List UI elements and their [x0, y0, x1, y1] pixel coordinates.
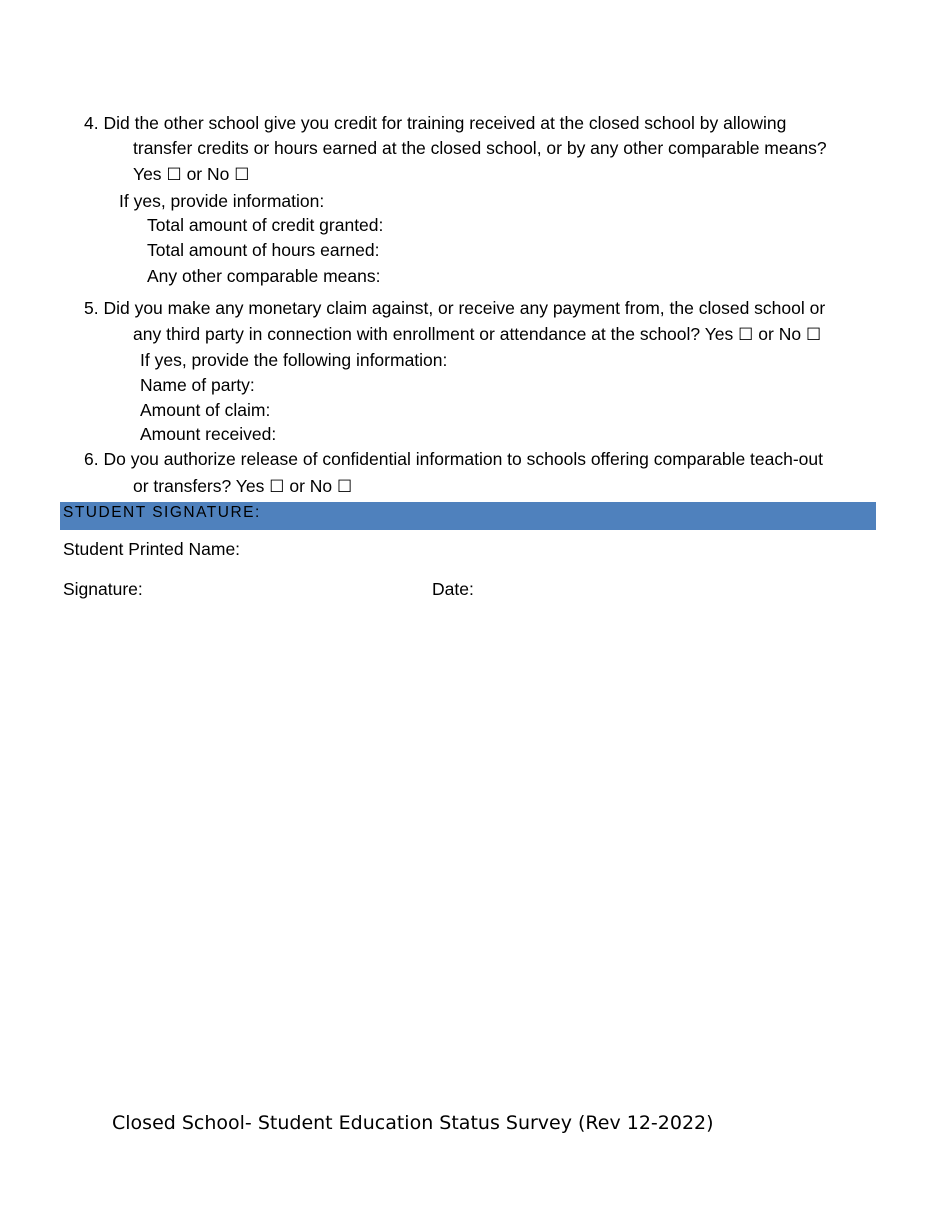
- q5-or-label: or: [758, 324, 774, 344]
- q5-no-label: No: [778, 324, 802, 344]
- q6-text-line2-row: [133, 475, 352, 498]
- q5-text-line1: 5. Did you make any monetary claim against, or receive any payment from, the closed school or: [84, 298, 826, 318]
- q6-no-label: No: [309, 476, 333, 496]
- q4-yes-label: Yes: [133, 164, 162, 184]
- q4-comparable-means-field[interactable]: Any other comparable means:: [147, 266, 381, 286]
- q5-text-line2-row: [133, 323, 821, 346]
- q4-yes-checkbox[interactable]: ☐: [166, 165, 182, 185]
- q5-yes-label: Yes: [704, 324, 734, 344]
- q4-no-label: No: [207, 164, 230, 184]
- q4-hours-earned-field[interactable]: Total amount of hours earned:: [147, 240, 380, 260]
- student-signature-header-text: STUDENT SIGNATURE:: [63, 504, 261, 521]
- q6-or-label: or: [289, 476, 305, 496]
- q4-if-yes: If yes, provide information:: [119, 191, 325, 211]
- signature-field[interactable]: Signature:: [63, 579, 143, 599]
- q5-no-checkbox[interactable]: ☐: [805, 325, 822, 345]
- q4-text-line2: transfer credits or hours earned at the closed school, or by any other comparable means?: [133, 138, 827, 158]
- q5-if-yes: If yes, provide the following information:: [140, 350, 448, 370]
- q5-yes-checkbox[interactable]: ☐: [738, 325, 754, 345]
- q5-claim-amount-field[interactable]: Amount of claim:: [140, 400, 271, 420]
- q6-no-checkbox[interactable]: ☐: [337, 477, 353, 497]
- q4-no-checkbox[interactable]: ☐: [234, 165, 250, 185]
- q4-text-line1: 4. Did the other school give you credit for training received at the closed school by allowing: [84, 113, 787, 133]
- student-signature-header: [60, 502, 876, 530]
- student-printed-name-field[interactable]: Student Printed Name:: [63, 539, 241, 559]
- q5-amount-received-field[interactable]: Amount received:: [140, 424, 277, 444]
- q6-yes-checkbox[interactable]: ☐: [269, 477, 285, 497]
- q6-text-line1: 6. Do you authorize release of confidential information to schools offering comparable teach-out: [84, 449, 823, 469]
- q5-party-name-field[interactable]: Name of party:: [140, 375, 255, 395]
- q6-text-line2: or transfers?: [133, 476, 232, 496]
- q5-text-line2: any third party in connection with enrollment or attendance at the school?: [133, 324, 701, 344]
- q4-answer: [133, 163, 250, 186]
- q4-credit-granted-field[interactable]: Total amount of credit granted:: [147, 215, 384, 235]
- q6-yes-label: Yes: [235, 476, 265, 496]
- q4-or-label: or: [186, 164, 203, 184]
- date-field[interactable]: Date:: [432, 579, 474, 599]
- page-footer: Closed School- Student Education Status Survey (Rev 12-2022): [112, 1112, 714, 1134]
